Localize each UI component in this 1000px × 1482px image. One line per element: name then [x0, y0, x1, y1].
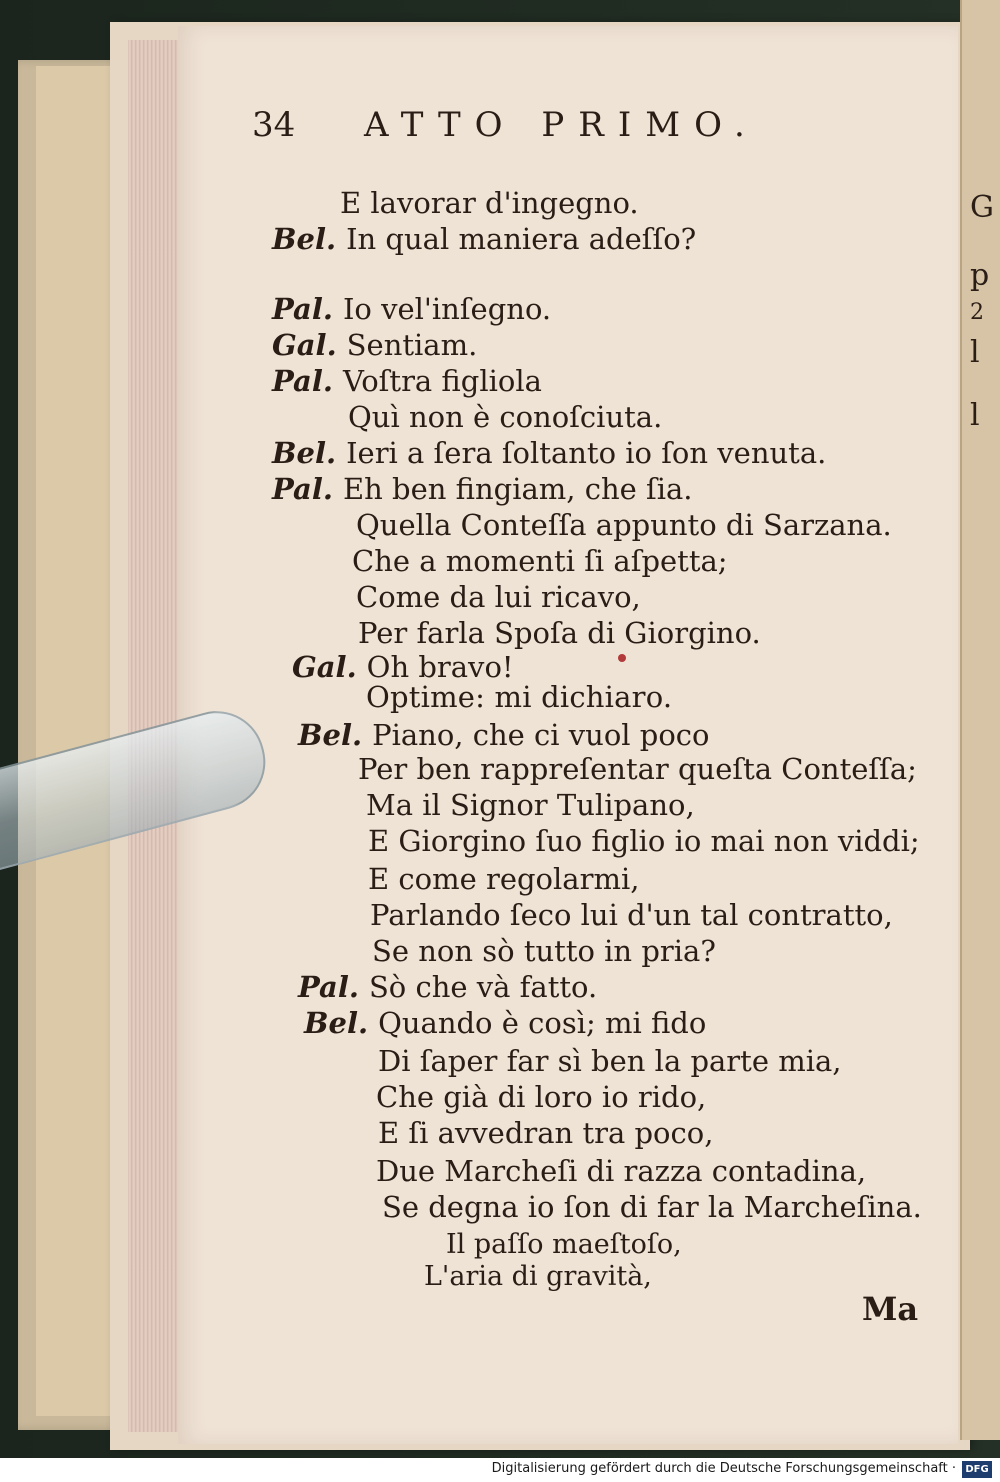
facing-glyph: G	[970, 190, 994, 225]
line-text: Che a momenti ſi aſpetta;	[352, 544, 728, 578]
verse-line	[358, 616, 761, 650]
verse-line	[372, 934, 716, 968]
verse-line	[272, 472, 693, 506]
verse-line	[340, 186, 639, 220]
line-text: Sentiam.	[346, 328, 478, 362]
footer-credit: Digitalisierung gefördert durch die Deutsche Forschungsgemeinschaft ·	[491, 1461, 956, 1476]
verse-line	[366, 680, 672, 714]
verse-line	[356, 580, 641, 614]
verse-line	[298, 970, 597, 1004]
line-text: Quì non è conoſciuta.	[348, 400, 663, 434]
line-text: In qual maniera adeſſo?	[346, 222, 697, 256]
speaker-label: Gal.	[272, 328, 337, 362]
facing-glyph: 2	[970, 300, 984, 325]
line-text: Che già di loro io rido,	[376, 1080, 707, 1114]
verse-line	[292, 650, 514, 684]
verse-line	[382, 1190, 922, 1224]
line-text: Ma il Signor Tulipano,	[366, 788, 695, 822]
line-text: Quella Conteſſa appunto di Sarzana.	[356, 508, 892, 542]
facing-glyph: l	[970, 335, 980, 370]
facing-glyph: l	[970, 398, 980, 433]
speaker-label: Pal.	[272, 364, 333, 398]
line-text: Quando è così; mi fido	[378, 1006, 707, 1040]
verse-line	[424, 1260, 652, 1294]
speaker-label: Pal.	[298, 970, 359, 1004]
speaker-label: Bel.	[272, 436, 337, 470]
verse-line	[366, 788, 695, 822]
line-text: Piano, che ci vuol poco	[372, 718, 710, 752]
verse-line	[378, 1116, 713, 1150]
verse-line	[370, 898, 893, 932]
verse-line	[298, 718, 710, 752]
line-text: E come regolarmi,	[368, 862, 640, 896]
line-text: Di ſaper far sì ben la parte mia,	[378, 1044, 842, 1078]
verse-line	[376, 1154, 866, 1188]
running-head	[252, 105, 812, 155]
verse-line	[352, 544, 728, 578]
verse-line	[376, 1080, 706, 1114]
verse-line	[378, 1044, 842, 1078]
line-text: Sò che và fatto.	[368, 970, 598, 1004]
dfg-logo: DFG	[962, 1461, 992, 1478]
verse-line	[272, 436, 826, 470]
line-text: Per farla Spoſa di Giorgino.	[358, 616, 761, 650]
line-text: Se degna io ſon di far la Marcheſina.	[382, 1190, 922, 1224]
verse-line	[272, 222, 696, 256]
line-text: L'aria di gravità,	[424, 1261, 652, 1292]
line-text: Due Marcheſi di razza contadina,	[376, 1154, 867, 1188]
verse-line	[368, 862, 639, 896]
line-text: Come da lui ricavo,	[356, 580, 641, 614]
speaker-label: Pal.	[272, 472, 333, 506]
line-text: Optime: mi dichiaro.	[366, 680, 673, 714]
line-text: Parlando ſeco lui d'un tal contratto,	[370, 898, 893, 932]
verse-line	[272, 364, 542, 398]
line-text: Il paſſo maeſtoſo,	[446, 1229, 682, 1260]
verse-line	[272, 292, 551, 326]
line-text: Per ben rappreſentar queſta Conteſſa;	[358, 752, 917, 786]
verse-line	[368, 824, 920, 858]
line-text: Se non sò tutto in pria?	[372, 934, 716, 968]
verse-line	[446, 1228, 682, 1262]
page-number: 34	[252, 105, 296, 145]
digitization-footer	[0, 1458, 1000, 1482]
speaker-label: Bel.	[298, 718, 363, 752]
facing-glyph: p	[970, 258, 990, 293]
line-text: E Giorgino ſuo figlio io mai non viddi;	[368, 824, 920, 858]
verse-line	[356, 508, 892, 542]
verse-line	[272, 328, 477, 362]
speaker-label: Bel.	[304, 1006, 369, 1040]
line-text: Voſtra figliola	[342, 364, 542, 398]
line-text: E ſi avvedran tra poco,	[378, 1116, 714, 1150]
line-text: Ieri a ſera ſoltanto io ſon venuta.	[346, 436, 827, 470]
line-text: Eh ben fingiam, che ſia.	[342, 472, 693, 506]
catchword: Ma	[862, 1290, 919, 1328]
verse-line	[348, 400, 662, 434]
speaker-label: Gal.	[292, 650, 357, 684]
speaker-label: Pal.	[272, 292, 333, 326]
running-title: ATTO PRIMO.	[364, 105, 759, 145]
speaker-label: Bel.	[272, 222, 337, 256]
line-text: Io vel'inſegno.	[342, 292, 552, 326]
line-text: E lavorar d'ingegno.	[340, 186, 639, 220]
line-text: Oh bravo!	[366, 650, 514, 684]
verse-line	[304, 1006, 706, 1040]
verse-line	[358, 752, 917, 786]
